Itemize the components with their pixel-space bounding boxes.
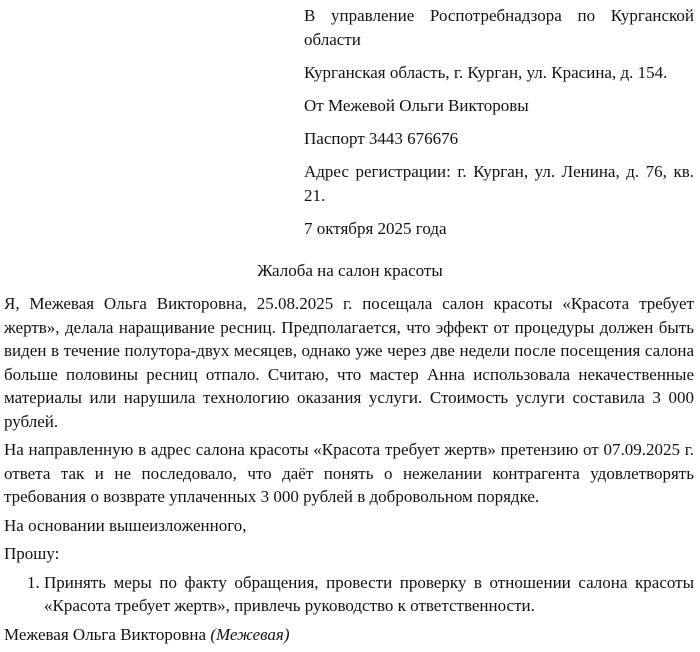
recipient-line: В управление Роспотребнадзора по Курганской области (304, 6, 694, 49)
paragraph-claim: На направленную в адрес салона красоты «Красота требует жертв» претензию от 07.09.2025 г. ответа так и не последовало, что даёт понять о нежелании контрагента удовлетворять требования о возврате уплаченных 3 000 рублей в добровольном порядке. (4, 440, 694, 506)
signature-mark: (Межевая) (210, 624, 290, 644)
passport-line: Паспорт 3443 676676 (304, 129, 459, 148)
signature-line (4, 623, 694, 647)
document-date: 7 октября 2025 года (304, 219, 447, 238)
request-heading: Прошу: (4, 544, 60, 563)
request-list (4, 571, 694, 618)
recipient-address: Курганская область, г. Курган, ул. Красина, д. 154. (304, 63, 668, 82)
request-item: 1. Принять меры по факту обращения, провести проверку в отношении салона красоты «Красота требует жертв», привлечь руководство к ответственности. (44, 571, 694, 618)
paragraph-basis: На основании вышеизложенного, (4, 515, 247, 535)
registration-address: Адрес регистрации: г. Курган, ул. Ленина, д. 76, кв. 21. (304, 162, 694, 205)
document-title: Жалоба на салон красоты (257, 261, 443, 280)
sender-line: От Межевой Ольги Викторовы (304, 96, 529, 115)
complaint-body (4, 292, 694, 651)
signature-name: Межевая Ольга Викторовна (4, 624, 207, 644)
addressee-block (304, 4, 694, 250)
paragraph-circumstances: Я, Межевая Ольга Викторовна, 25.08.2025 г. посещала салон красоты «Красота требует жертв», делала наращивание ресниц. Предполагается, что эффект от процедуры должен быть виден в течение полутора-двух месяцев, однако уже через две недели после посещения салона больше половины ресниц отпало. Считаю, что мастер Анна использовала некачественные материалы или нарушила технологию оказания услуги. Стоимость услуги составила 3 000 рублей. (4, 294, 694, 431)
